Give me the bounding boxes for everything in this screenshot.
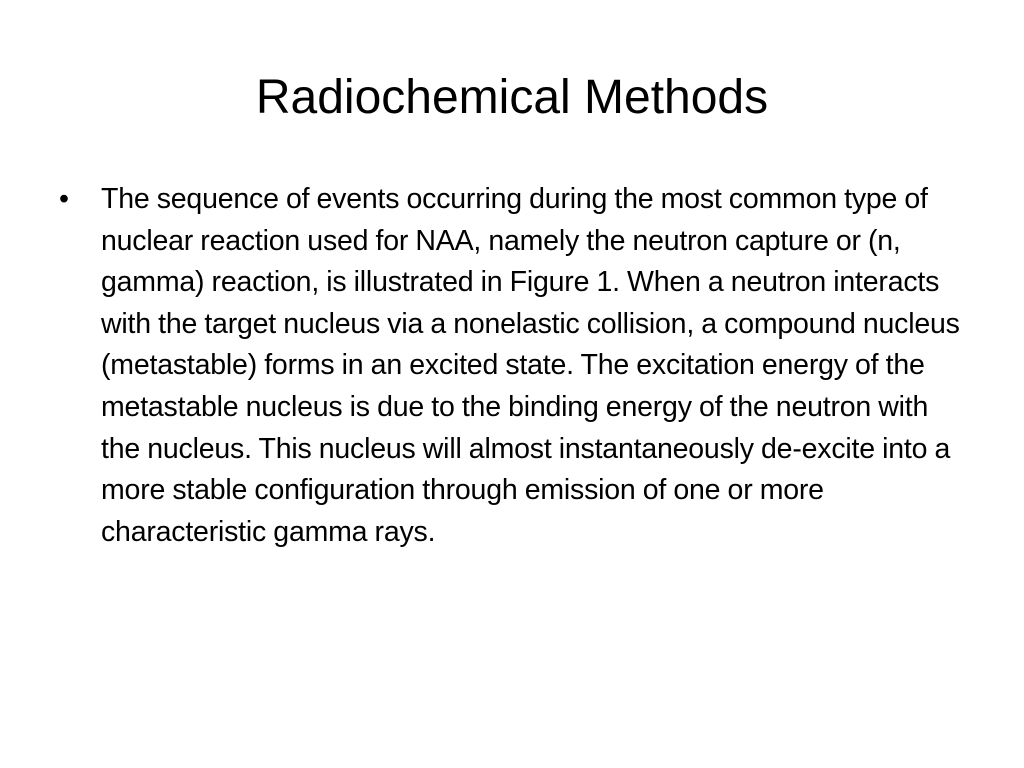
slide-title: Radiochemical Methods <box>255 71 769 124</box>
bullet-item <box>51 179 973 553</box>
bullet-marker: • <box>59 183 69 215</box>
bullet-text: The sequence of events occurring during the most common type of nuclear reaction used for NAA, namely the neutron capture or (n, gamma) reaction, is illustrated in Figure 1. When a neutron interacts with the target nucleus via a nonelastic collision, a compound nucleus (metastable) forms in an excited state. The excitation energy of the metastable nucleus is due to the binding energy of the neutron with the nucleus. This nucleus will almost instantaneously de-excite into a more stable configuration through emission of one or more characteristic gamma rays. <box>101 183 960 548</box>
bullet-list <box>51 179 973 553</box>
slide-body <box>51 179 973 553</box>
